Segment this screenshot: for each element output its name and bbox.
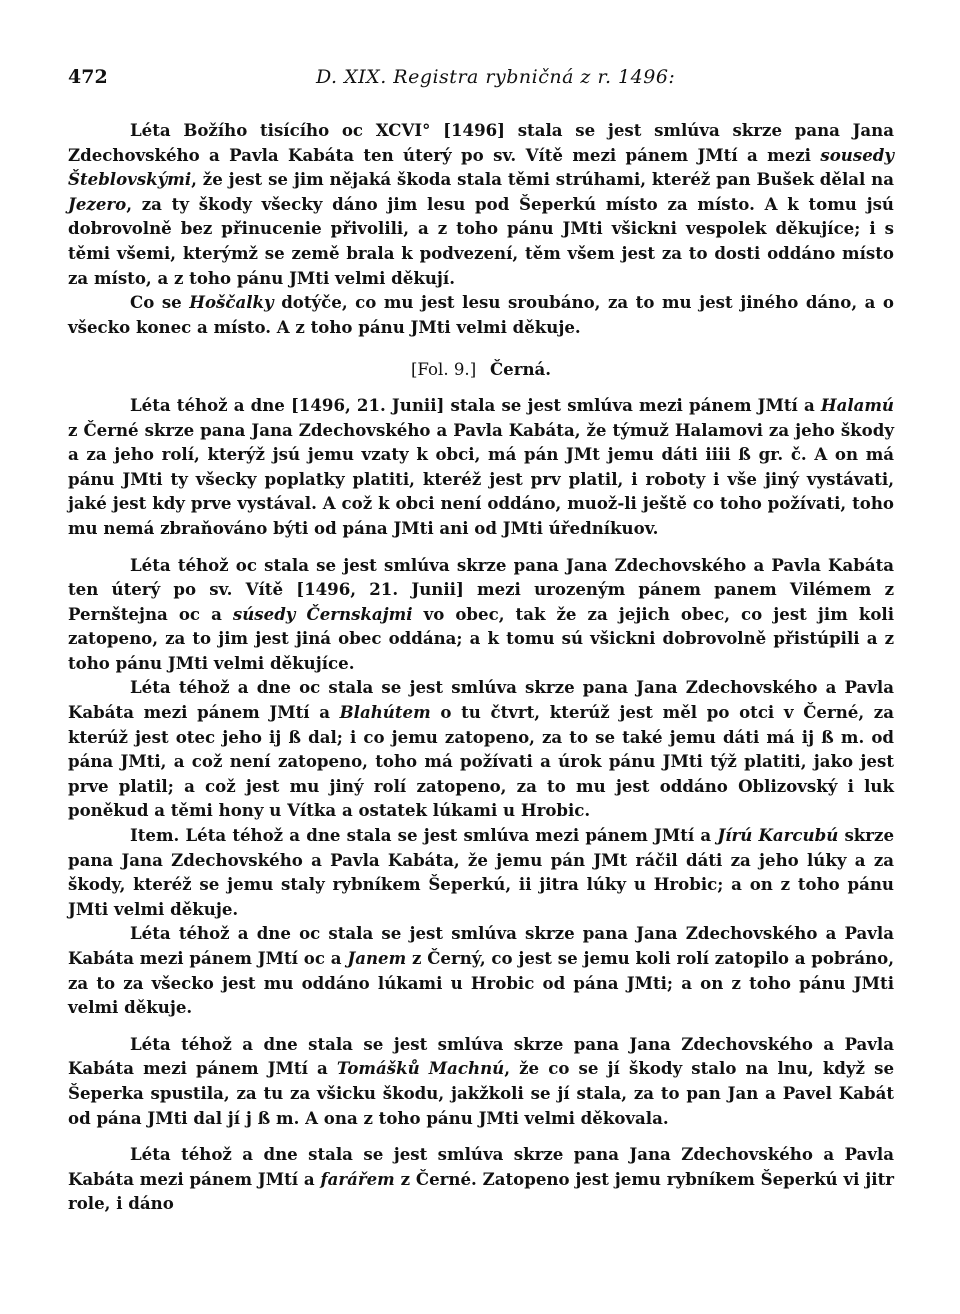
text-run: , že jest se jim nějaká škoda stala těmi strúhami, kteréž pan Bušek dělal na: [191, 169, 894, 190]
text-run: Léta téhož a dne stala se jest smlúva skrze pana Jana Zdechovského a Pavla Kabáta mezi pánem JMtí a: [68, 1033, 894, 1079]
paragraph: [68, 290, 894, 339]
page-header: [68, 66, 894, 96]
running-head: D. XIX. Registra rybničná z r. 1496:: [316, 66, 676, 88]
italic-name: sousedy Šteblovskými: [68, 144, 894, 190]
text-run: Léta téhož oc stala se jest smlúva skrze pana Jana Zdechovského a Pavla Kabáta ten úterý po sv. Vítě [1496, 21. Junii] mezi urozeným pánem panem Vilémem z Pernštejna oc a: [68, 554, 894, 624]
section-heading: [68, 357, 894, 383]
text-run: vo obec, tak že za jejich obec, co jest jim koli zatopeno, za to jim jest jiná obec oddána; a k tomu sú všickni dobrovolně přistúpili a z toho pánu JMti velmi děkujíce.: [68, 603, 894, 673]
folio-reference: [Fol. 9.]: [410, 360, 477, 380]
text-run: Léta téhož a dne stala se jest smlúva skrze pana Jana Zdechovského a Pavla Kabáta mezi pánem JMtí a: [68, 1144, 894, 1189]
paragraph: [68, 921, 894, 1019]
text-run: Léta téhož a dne oc stala se jest smlúva skrze pana Jana Zdechovského a Pavla Kabáta mezi pánem JMtí oc a: [68, 923, 894, 968]
italic-name: Janem: [347, 948, 407, 968]
text-run: Co se: [130, 292, 190, 313]
italic-name: Jezero: [68, 193, 127, 214]
text-run: z Černý, co jest se jemu koli rolí zatopilo a pobráno, za to za všecko jest mu oddáno lúkami u Hrobic od pána JMti; a on z toho pánu JMti velmi děkuje.: [68, 948, 894, 1018]
italic-name: Blahútem: [339, 702, 431, 723]
italic-name: Hoščalky: [189, 292, 274, 313]
italic-name: Tomášků Machnú: [336, 1058, 505, 1079]
paragraph: [68, 1142, 894, 1216]
body-text: [68, 118, 894, 1216]
italic-name: súsedy Černskajmi: [232, 603, 413, 624]
text-run: z Černé skrze pana Jana Zdechovského a Pavla Kabáta, že týmuž Halamovi za jeho škody a za jeho rolí, kterýž jsú jemu vzaty k obci, má pán JMt jemu dáti iiii ß gr. č. A on má pánu JMti ty všecky poplatky platiti, kteréž jest prv platil, i roboty i vše jiný vystávati, jaké jest kdy prve vystával. A což k obci není oddáno, muož-li ještě co toho požívati, toho mu nemá zbraňováno býti od pána JMti ani od JMti úředníkuov.: [68, 419, 894, 538]
text-run: Léta téhož a dne [1496, 21. Junii] stala se jest smlúva mezi pánem JMtí a: [130, 394, 821, 415]
paragraph: [68, 553, 894, 676]
paragraph: [68, 1032, 894, 1130]
page-number: 472: [68, 66, 108, 88]
paragraph: [68, 118, 894, 290]
italic-name: Halamú: [820, 394, 894, 415]
paragraph: [68, 675, 894, 823]
paragraph: [68, 393, 894, 541]
italic-name: Jírú Karcubú: [717, 825, 839, 846]
paragraph: [68, 823, 894, 921]
text-run: skrze pana Jana Zdechovského a Pavla Kabáta, že jemu pán JMt ráčil dáti za jeho lúky a za škody, kteréž se jemu staly rybníkem Šeperkú, ii jitra lúky u Hrobic; a on z toho pánu JMti velmi děkuje.: [68, 825, 895, 919]
text-run: Item. Léta téhož a dne stala se jest smlúva mezi pánem JMtí a: [130, 825, 718, 846]
text-run: Léta téhož a dne oc stala se jest smlúva skrze pana Jana Zdechovského a Pavla Kabáta mezi pánem JMtí a: [68, 677, 894, 723]
text-run: o tu čtvrt, kterúž jest měl po otci v Černé, za kterúž jest otec jeho ij ß dal; i co jemu zatopeno, za to se také jemu dáti má ij ß m. od pána JMti, a což není zatopeno, toho má požívati a úrok pánu JMti týž platiti, jako jest prve platil; a což jest mu jiný rolí zatopeno, za to mu jest oddáno Oblizovský i luk poněkud a těmi hony u Vítka a ostatek lúkami u Hrobic.: [68, 702, 894, 821]
text-run: dotýče, co mu jest lesu sroubáno, za to mu jest jiného dáno, a o všecko konec a místo. A z toho pánu JMti velmi děkuje.: [68, 292, 894, 337]
text-run: z Černé. Zatopeno jest jemu rybníkem Šeperkú vi jitr role, i dáno: [68, 1168, 894, 1214]
text-run: , za ty škody všecky dáno jim lesu pod Šeperkú místo za místo. A k tomu jsú dobrovolně bez přinucenie přivolili, a z toho pánu JMti všickni vespolek děkujíce; i s těmi všemi, kterýmž se země brala k podvezení, těm všem jest za to dosti oddáno místo za místo, a z toho pánu JMti velmi děkují.: [68, 193, 894, 288]
place-heading: Černá.: [489, 359, 552, 380]
text-run: , že co se jí škody stalo na lnu, když se Šeperka spustila, za tu za všicku škodu, jakžkoli se jí stala, za to pan Jan a Pavel Kabát od pána JMti dal jí j ß m. A ona z toho pánu JMti velmi děkovala.: [68, 1058, 895, 1128]
text-run: Léta Božího tisícího oc XCVI° [1496] stala se jest smlúva skrze pana Jana Zdechovského a Pavla Kabáta ten úterý po sv. Vítě mezi pánem JMtí a mezi: [68, 120, 894, 165]
italic-name: farářem: [320, 1168, 395, 1189]
